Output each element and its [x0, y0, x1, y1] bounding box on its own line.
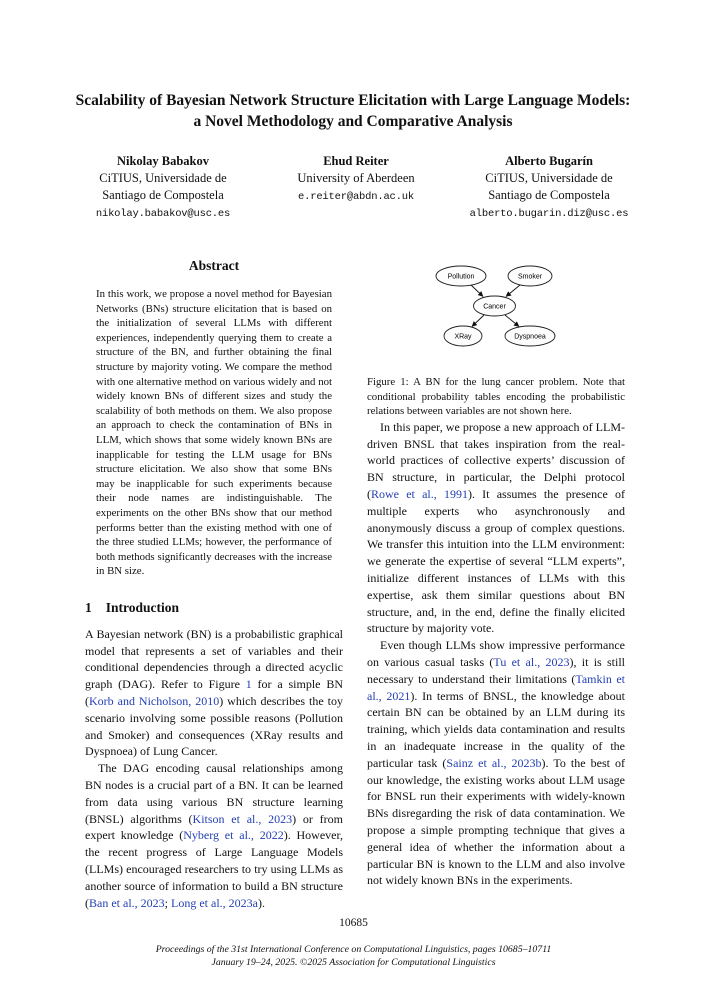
edge-cancer-dyspnoea [505, 315, 519, 327]
edge-cancer-xray [472, 315, 484, 327]
node-smoker-label: Smoker [517, 273, 543, 281]
node-xray [444, 326, 482, 346]
citation-link[interactable]: Nyberg et al., 2022 [183, 828, 284, 843]
author-affiliation: Santiago de Compostela [102, 188, 224, 202]
section-title: Introduction [105, 599, 180, 615]
intro-section-heading [85, 600, 343, 616]
citation-link[interactable]: Long et al., 2023a [171, 895, 258, 910]
intro-paragraph-1: A Bayesian network (BN) is a probabilistic graphical model that represents a set of variables and their conditional dependencies through a directed acyclic graph (DAG). Refer to Figure 1 for a simple BN (Korb and Nicholson, 2010) which describes the toy scenario involving some possible reasons (Pollution and Smoker) and consequences (XRay results and Dyspnoea) of Lung Cancer. [85, 626, 343, 759]
author-name: Alberto Bugarín [505, 154, 593, 168]
node-smoker [508, 266, 552, 286]
author-affiliation: CiTIUS, Universidade de [485, 171, 613, 185]
citation-link[interactable]: Tamkin et al., 2021 [367, 671, 625, 703]
edge-smoker-cancer [506, 285, 520, 297]
node-pollution [436, 266, 486, 286]
citation-link[interactable]: Kitson et al., 2023 [192, 811, 293, 826]
footer [0, 944, 707, 969]
abstract-heading: Abstract [188, 258, 240, 273]
author-affiliation: CiTIUS, Universidade de [99, 171, 227, 185]
section-number: 1 [85, 599, 92, 615]
figure-caption: Figure 1: A BN for the lung cancer problem. Note that conditional probability tables encoding the probabilistic relations between variables are not shown here. [367, 376, 625, 418]
author-email: alberto.bugarin.diz@usc.es [469, 208, 629, 220]
body-paragraph-2: Even though LLMs show impressive performance on various casual tasks (Tu et al., 2023), it is still necessary to understand their limitations (Tamkin et al., 2021). In terms of BNSL, the knowledge about certain BN can be obtained by an LLM during its training, which yields data contamination and results in an inadequate increase in the quality of the particular task (Sainz et al., 2023b). To the best of our knowledge, the existing works about LLM usage for BNSL run their experiments with widely-known BNs disregarding the risk of data contamination. We propose a simple prompting technique that gives a general idea of whether the information about a particular BN is known to the LLM and also involve not widely known BNs in the experiments. [367, 638, 625, 888]
citation-link[interactable]: Sainz et al., 2023b [446, 755, 542, 770]
abstract-text: In this work, we propose a novel method for Bayesian Networks (BNs) structure elicitation that is based on the initialization of several LLMs with different experiences, independently querying them to create a structure of the BN, and further obtaining the final structure by majority voting. We compare the method with one alternative method on various widely and not widely known BNs of different sizes and study the scalability of both methods on them. We also propose an approach to check the contamination of BNs in LLM, which shows that some widely known BNs are inapplicable for testing the LLM usage for BNs structure elicitation. We also show that some BNs may be inapplicable for such experiments because their node names are indistinguishable. The experiments on the other BNs show that our method performs better than the existing method with one of the three studied LLMs; however, the performance of both methods significantly decreases with the increase in BN size. [96, 288, 332, 578]
author-block [78, 153, 634, 223]
node-xray-label: XRay [454, 333, 472, 341]
citation-link[interactable]: Ban et al., 2023 [89, 895, 165, 910]
citation-link[interactable]: Rowe et al., 1991 [371, 486, 468, 501]
page-number: 10685 [339, 917, 368, 929]
author-name: Ehud Reiter [323, 154, 389, 168]
intro-paragraph-2: The DAG encoding causal relationships among BN nodes is a crucial part of a BN. It can be learned from data using various BN structure learning (BNSL) algorithms (Kitson et al., 2023) or from expert knowledge (Nyberg et al., 2022). However, the recent progress of Large Language Models (LLMs) encouraged researchers to try using LLMs as another source of information to build a BN structure (Ban et al., 2023; Long et al., 2023a). [85, 761, 344, 910]
node-cancer-label: Cancer [483, 303, 506, 311]
edge-pollution-cancer [471, 285, 483, 297]
right-column [367, 260, 625, 889]
paper-title: Scalability of Bayesian Network Structure Elicitation with Large Language Models: a Novel Methodology and Comparative Analysis [75, 92, 631, 130]
left-column [85, 258, 343, 911]
author-2 [271, 153, 441, 206]
footer-line-1: Proceedings of the 31st International Conference on Computational Linguistics, pages 10685–10711 [155, 944, 552, 955]
author-affiliation: University of Aberdeen [297, 171, 415, 185]
citation-link[interactable]: Tu et al., 2023 [493, 654, 570, 669]
author-1 [78, 153, 248, 223]
author-name: Nikolay Babakov [116, 154, 210, 168]
citation-link[interactable]: Korb and Nicholson, 2010 [89, 694, 220, 709]
author-affiliation: Santiago de Compostela [488, 188, 610, 202]
node-dyspnoea-label: Dyspnoea [514, 333, 546, 341]
footer-line-2: January 19–24, 2025. ©2025 Association for Computational Linguistics [211, 956, 496, 968]
body-paragraph-1: In this paper, we propose a new approach of LLM-driven BNSL that takes inspiration from the real-world practices of collective experts’ discussion of BN structure, in particular, the Delphi protocol (Rowe et al., 1991). It assumes the presence of multiple experts who asynchronously and anonymously discuss a group of complex questions. We transfer this intuition into the LLM environment: we generate the expertise of several “LLM experts”, initialize different instances of LLMs with this expertise, ask them similar questions about BN structure, and, in the end, define the finally elicited structure by majority vote. [367, 419, 625, 636]
author-email: nikolay.babakov@usc.es [95, 208, 231, 220]
author-email: e.reiter@abdn.ac.uk [298, 191, 414, 203]
node-cancer [474, 296, 516, 316]
author-3 [464, 153, 634, 223]
node-dyspnoea [505, 326, 555, 346]
lung-cancer-bn-diagram [431, 264, 561, 348]
citation-link[interactable]: 1 [245, 677, 252, 692]
figure-1 [367, 264, 625, 353]
node-pollution-label: Pollution [447, 273, 475, 281]
